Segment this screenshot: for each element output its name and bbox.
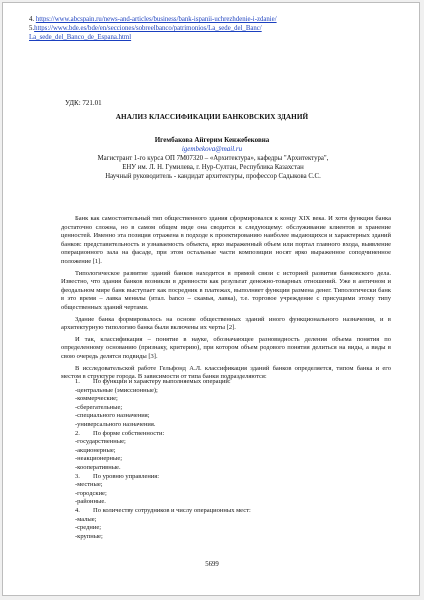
list-item: -сберегательные; [75,403,123,411]
page-number: 5699 [205,561,219,568]
list-item: -районные. [75,498,106,506]
reference-number: 4. [29,16,35,23]
list-heading-text: По форме собственности: [93,429,165,437]
list-item: -акционерные; [75,446,116,454]
list-item: -государственные; [75,438,126,446]
reference-item [29,24,401,42]
list-item: -универсального назначения. [75,420,156,428]
list-item: -центральные (эмиссионные); [75,386,158,394]
list-number: 3. [75,472,80,480]
list-heading-text: По уровню управления: [93,472,160,480]
paragraph: Здание банка формировалось на основе общественных зданий иного функционального назначения, и в архитектурную типологию банка были включены их черты [2]. [61,315,391,332]
udk-code: УДК: 721.01 [65,99,102,107]
paragraph: Банк как самостоятельный тип общественного здания сформировался к концу XIX века. И хотя функция банка достаточно сложна, но в самом общем виде она сводится к следующему: обслуживание клиентов и хранение ценностей. Именно эта позиция отражена в подходе к проектированию наиболее выдающихся и характерных зданий банков: представительность и узнаваемость объекта, ярко выраженный объем или портал главного входа, выявление операционного зала на фасаде, при этом остальные части композиции носят ярко выраженное соподчиненное положение [1]. [61,215,391,265]
affiliation-line: ЕНУ им. Л. Н. Гумилева, г. Нур-Султан, Республика Казахстан [122,164,304,172]
affiliation-line: Магистрант 1-го курса ОП 7М07320 – «Архитектура», кафедры "Архитектура", [97,155,329,162]
affiliation-block [63,154,363,182]
list-item: -коммерческие; [75,395,118,403]
list-number: 2. [75,429,80,437]
reference-list [29,15,401,43]
list-item: -крупные; [75,532,103,540]
list-heading [61,473,391,482]
paragraph: И так, классификация – понятие в науке, обозначающее разновидность деления объема понятия по определенному основанию (признаку, критерию), при котором объем родового понятия делиться на виды, а виды в свою очередь делятся подвиды [3]. [61,335,391,360]
article-body [61,215,391,385]
list-item: -малые; [75,515,97,523]
reference-link-continuation[interactable]: La_sede_del_Banco_de_Espana.html [29,34,132,42]
affiliation-line: Научный руководитель - кандидат архитектуры, профессор Садыкова С.С. [105,173,321,181]
list-heading-text: По количеству сотрудников и числу операционных мест: [93,506,251,514]
reference-link[interactable]: https://www.abcspain.ru/news-and-articles/business/bank-ispanii-uchrezhdenie-i-zdanie/ [35,16,277,23]
list-heading [61,378,391,387]
reference-item [29,15,401,24]
list-item: -специального назначения; [75,412,150,420]
list-item: -городские; [75,489,107,497]
paragraph: Типологическое развитие зданий банков находится в прямой связи с историей развития банковского дела. Известно, что здания банков возникли в древности как результат денежно-товарных отношений. Уже в античном и феодальном мире банк выступает как посредник в платежах, выполняет функции размена денег. Типологически банк в это время – лавка менялы (итал. banco – скамья, лавка), т.е. торговое учреждение с присущими этому типу общественных зданий чертами. [61,269,391,311]
list-item: -неакционерные; [75,455,123,463]
list-item: -местные; [75,481,103,489]
reference-number: 5. [29,25,35,33]
reference-link[interactable]: https://www.bde.es/bde/en/secciones/sobreelbanco/patrimonios/La_sede_del_Banc/ [34,25,262,33]
document-page [2,2,420,596]
author-name: Игембакова Айгерим Кенжебековна [154,136,270,144]
paragraph: В исследовательской работе Гельфонд А.Л. классификация зданий банков определяется, типом банка и его местом в структуре города. В зависимости от типа банки подразделяются: [61,364,391,381]
list-heading-text: По функции и характеру выполняемых операций: [93,378,231,385]
list-item: -кооперативные. [75,463,121,471]
list-item: -средние; [75,524,102,532]
article-title: АНАЛИЗ КЛАССИФИКАЦИИ БАНКОВСКИХ ЗДАНИЙ [115,113,309,121]
list-number: 4. [75,506,80,514]
classification-list [61,378,391,541]
list-heading [61,430,391,439]
author-email[interactable]: igembekova@mail.ru [181,145,243,153]
list-heading [61,507,391,516]
list-number: 1. [75,378,80,385]
